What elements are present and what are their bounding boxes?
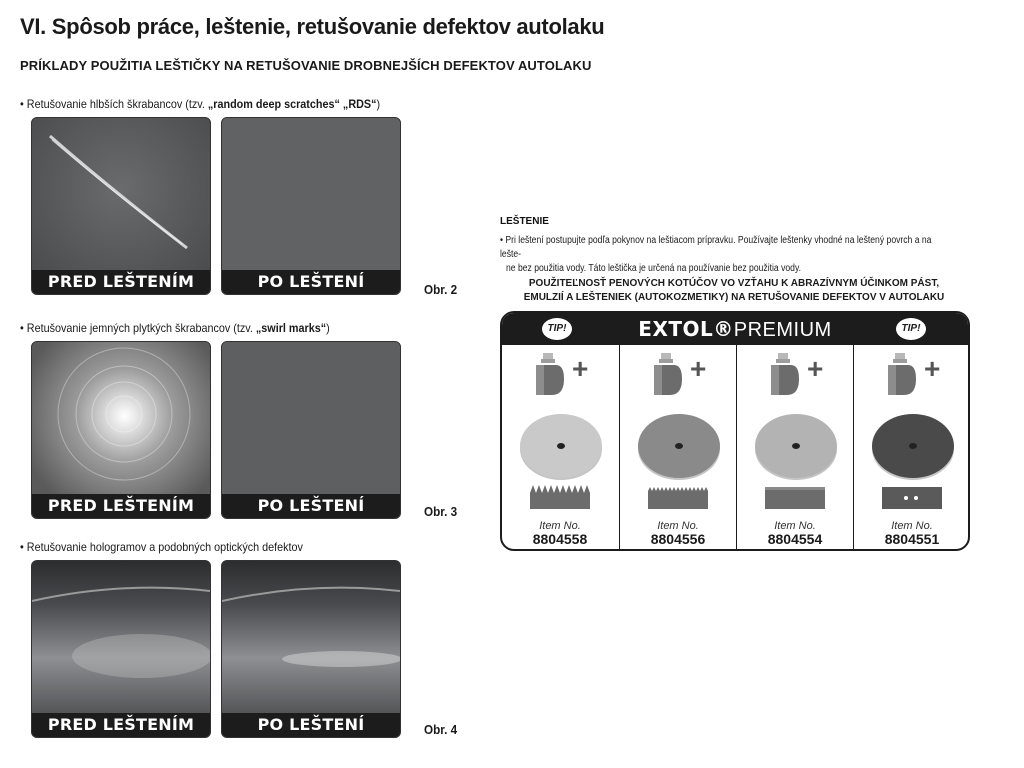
brand-line: PREMIUM (733, 319, 832, 341)
foam-pad-icon (753, 411, 839, 481)
photo-after-swirl (221, 341, 401, 519)
table-column (619, 345, 736, 549)
figure-label: Obr. 3 (424, 504, 458, 519)
foam-pad-icon (636, 411, 722, 481)
pad-compatibility-table (500, 311, 970, 551)
foam-structure-icon (765, 483, 825, 509)
foam-pad-icon (518, 411, 604, 481)
polishing-heading: LEŠTENIE (500, 216, 549, 227)
plus-icon: + (807, 353, 824, 384)
table-caption-line: EMULZIÍ A LEŠTENIEK (AUTOKOZMETIKY) NA RETUŠOVANIE DEFEKTOV V AUTOLAKU (523, 292, 945, 303)
caption-bold-text: „swirl marks“ (255, 321, 327, 335)
polish-bottle-icon (886, 353, 918, 397)
table-caption-line: POUŽITEĽNOSŤ PENOVÝCH KOTÚČOV VO VZŤAHU K ABRAZÍVNYM ÚČINKOM PÁST, (528, 278, 940, 289)
table-column (502, 345, 618, 549)
photo-before-rds (31, 117, 211, 295)
caption-rds (20, 97, 380, 111)
plus-icon: + (924, 353, 941, 384)
photo-after-hologram (221, 560, 401, 738)
plus-icon: + (572, 353, 589, 384)
caption-text-end: ) (376, 97, 381, 111)
table-column (853, 345, 970, 549)
figure-label: Obr. 4 (424, 722, 458, 737)
tip-badge: TIP! (542, 318, 572, 340)
polishing-line: • Pri leštení postupujte podľa pokynov na leštiacom prípravku. Používajte leštenky vhodné na leštený povrch a na lešte- (500, 235, 932, 260)
before-label: PRED LEŠTENÍM (32, 494, 210, 518)
figure-label: Obr. 2 (424, 282, 458, 297)
item-number-label: Item No. (539, 520, 581, 532)
photo-after-rds (221, 117, 401, 295)
foam-structure-icon (882, 483, 942, 509)
hologram-photo-image (32, 561, 210, 737)
caption-hologram (20, 540, 303, 554)
polishing-text (500, 234, 947, 276)
clean-paint-image (222, 118, 400, 294)
photo-before-hologram (31, 560, 211, 738)
polish-bottle-icon (534, 353, 566, 397)
before-label: PRED LEŠTENÍM (32, 270, 210, 294)
after-label: PO LEŠTENÍ (222, 270, 400, 294)
caption-text: • Retušovanie hlbších škrabancov (tzv. (20, 97, 208, 111)
item-number: 8804558 (532, 531, 588, 547)
polishing-line: ne bez použitia vody. Táto leštička je určená na používanie bez použitia vody. (506, 263, 801, 274)
item-number-label: Item No. (657, 520, 699, 532)
item-number: 8804554 (767, 531, 823, 547)
section-subtitle: PRÍKLADY POUŽITIA LEŠTIČKY NA RETUŠOVANIE DROBNEJŠÍCH DEFEKTOV AUTOLAKU (20, 58, 592, 73)
foam-structure-icon (530, 483, 590, 509)
after-label: PO LEŠTENÍ (222, 494, 400, 518)
table-column (736, 345, 853, 549)
swirl-photo-image (32, 342, 210, 518)
item-number-label: Item No. (891, 520, 933, 532)
foam-pad-icon (870, 411, 956, 481)
item-number: 8804551 (884, 531, 940, 547)
clean-paint-image (222, 342, 400, 518)
item-number-label: Item No. (774, 520, 816, 532)
foam-structure-icon (648, 483, 708, 509)
table-header (502, 313, 968, 345)
caption-swirl (20, 321, 330, 335)
scratch-photo-image (32, 118, 210, 294)
polish-bottle-icon (769, 353, 801, 397)
hologram-clean-image (222, 561, 400, 737)
caption-bold-text: „random deep scratches“ „RDS“ (207, 97, 377, 111)
photo-before-swirl (31, 341, 211, 519)
polish-bottle-icon (652, 353, 684, 397)
caption-text-end: ) (326, 321, 330, 335)
item-number: 8804556 (650, 531, 706, 547)
brand-name: EXTOL® (638, 317, 734, 341)
page-title: VI. Spôsob práce, leštenie, retušovanie defektov autolaku (20, 14, 605, 39)
caption-text: • Retušovanie jemných plytkých škrabancov (tzv. (20, 321, 256, 335)
tip-badge: TIP! (896, 318, 926, 340)
caption-text: • Retušovanie hologramov a podobných optických defektov (20, 540, 303, 554)
table-caption (500, 277, 968, 305)
after-label: PO LEŠTENÍ (222, 713, 400, 737)
before-label: PRED LEŠTENÍM (32, 713, 210, 737)
plus-icon: + (690, 353, 707, 384)
